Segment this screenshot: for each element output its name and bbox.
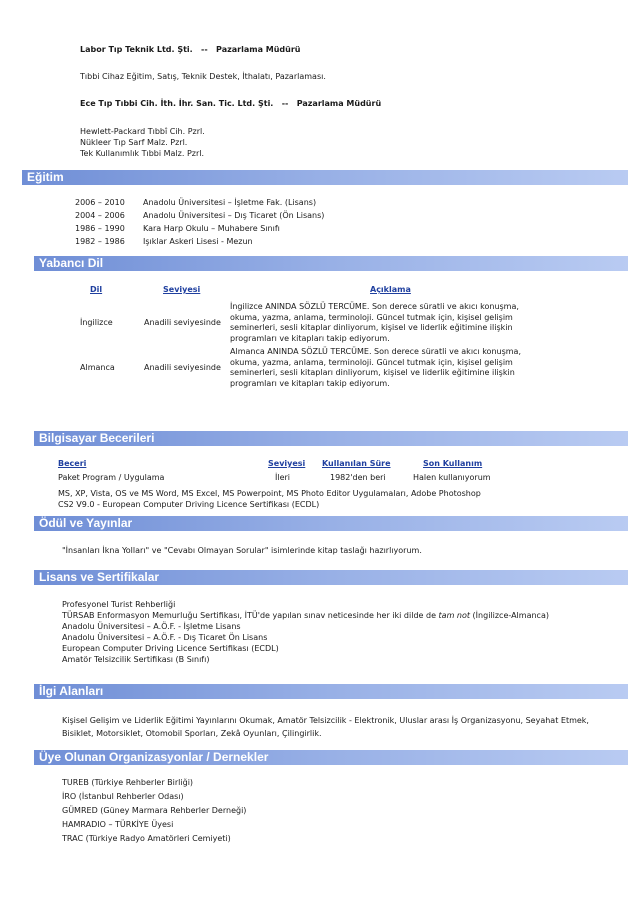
list-item: Amatör Telsizcilik Sertifikası (B Sınıfı) bbox=[62, 655, 210, 664]
list-item: İRO (İstanbul Rehberler Odası) bbox=[62, 792, 184, 801]
interests-text bbox=[62, 714, 589, 740]
education-list bbox=[75, 198, 324, 250]
description-line: Almanca ANINDA SÖZLÜ TERCÜME. Son derece süratli ve akıcı konuşma, bbox=[230, 347, 521, 356]
list-item bbox=[75, 237, 324, 250]
license-text: TÜRSAB Enformasyon Memurluğu Sertifikası, İTÜ'de yapılan sınav neticesinde her iki dilde de bbox=[62, 611, 439, 620]
job-title-2 bbox=[80, 99, 381, 108]
list-item bbox=[75, 224, 324, 237]
list-item: TRAC (Türkiye Radyo Amatörleri Cemiyeti) bbox=[62, 834, 231, 843]
section-header-computer: Bilgisayar Becerileri bbox=[34, 431, 628, 446]
license-emphasis: tam not bbox=[438, 611, 471, 620]
list-item: European Computer Driving Licence Sertifikası (ECDL) bbox=[62, 644, 279, 653]
section-header-licenses: Lisans ve Sertifikalar bbox=[34, 570, 628, 585]
list-item: HAMRADIO – TÜRKİYE Üyesi bbox=[62, 820, 174, 829]
section-header-memberships: Üye Olunan Organizasyonlar / Dernekler bbox=[34, 750, 628, 765]
description-line: okuma, yazma, anlama, terminoloji. Güncel tutmak için, kişisel gelişim bbox=[230, 357, 513, 367]
column-header-used-since: Kullanılan Süre bbox=[322, 459, 391, 468]
role: Pazarlama Müdürü bbox=[296, 99, 382, 108]
column-header-level: Seviyesi bbox=[163, 285, 201, 294]
description-line: seminerleri, sesli kitapları dinliyorum, kişisel ve liderlik eğitimine ilişkin bbox=[230, 368, 515, 377]
language-level: Anadili seviyesinde bbox=[144, 318, 221, 327]
list-item: Tek Kullanımlık Tıbbi Malz. Pzrl. bbox=[80, 149, 205, 158]
language-level: Anadili seviyesinde bbox=[144, 363, 221, 372]
description-line: programları ve kitapları takip ediyorum. bbox=[230, 333, 390, 343]
section-header-education: Eğitim bbox=[22, 170, 628, 185]
detail-line: CS2 V9.0 - European Computer Driving Licence Sertifikası (ECDL) bbox=[58, 500, 320, 509]
section-header-languages: Yabancı Dil bbox=[34, 256, 628, 271]
section-header-interests: İlgi Alanları bbox=[34, 684, 628, 699]
license-text: (İngilizce-Almanca) bbox=[470, 611, 549, 620]
company-name: Labor Tıp Teknik Ltd. Şti. bbox=[80, 45, 193, 54]
education-years: 1986 – 1990 bbox=[75, 224, 125, 233]
description-line: okuma, yazma, anlama, terminoloji. Güncel tutmak için, kişisel gelişim bbox=[230, 312, 513, 322]
skill-level: İleri bbox=[275, 473, 291, 482]
job-duties bbox=[80, 126, 205, 159]
language-description bbox=[230, 347, 540, 389]
company-name: Ece Tıp Tıbbi Cih. İth. İhr. San. Tic. Ltd. Şti. bbox=[80, 99, 274, 108]
column-header-description: Açıklama bbox=[370, 285, 411, 294]
awards-text: "İnsanları İkna Yolları" ve "Cevabı Olmayan Sorular" isimlerinde kitap taslağı hazırlıyorum. bbox=[62, 546, 422, 555]
description-line: İngilizce ANINDA SÖZLÜ TERCÜME. Son derece süratli ve akıcı konuşma, bbox=[230, 302, 519, 311]
column-header-language: Dil bbox=[90, 285, 103, 294]
education-school: Anadolu Üniversitesi – Dış Ticaret (Ön Lisans) bbox=[143, 211, 325, 220]
language-description bbox=[230, 302, 540, 344]
separator: -- bbox=[281, 99, 289, 108]
job-title-1 bbox=[80, 45, 300, 54]
role: Pazarlama Müdürü bbox=[216, 45, 301, 54]
language-name: İngilizce bbox=[80, 318, 113, 327]
list-item: Profesyonel Turist Rehberliği bbox=[62, 600, 176, 609]
education-years: 2004 – 2006 bbox=[75, 211, 125, 220]
membership-list bbox=[62, 778, 246, 848]
separator: -- bbox=[201, 45, 208, 54]
interests-line: Kişisel Gelişim ve Liderlik Eğitimi Yayınlarını Okumak, Amatör Telsizcilik - Elektronik, Uluslar arası İş Organizasyonu, Seyahat Etmek, bbox=[62, 716, 589, 725]
education-school: Kara Harp Okulu – Muhabere Sınıfı bbox=[143, 224, 280, 233]
list-item: GÜMRED (Güney Marmara Rehberler Derneği) bbox=[62, 806, 247, 815]
license-list bbox=[62, 599, 549, 665]
education-years: 1982 – 1986 bbox=[75, 237, 125, 246]
skill-last-used: Halen kullanıyorum bbox=[413, 473, 491, 482]
education-school: Anadolu Üniversitesi – İşletme Fak. (Lisans) bbox=[143, 198, 317, 207]
section-header-awards: Ödül ve Yayınlar bbox=[34, 516, 628, 531]
interests-line: Bisiklet, Motorsiklet, Otomobil Sporları, Zekâ Oyunları, Çilingirlik. bbox=[62, 729, 322, 738]
column-header-level: Seviyesi bbox=[268, 459, 306, 468]
skill-used-since: 1982'den beri bbox=[330, 473, 386, 482]
column-header-last-used: Son Kullanım bbox=[423, 459, 483, 468]
description-line: programları ve kitapları takip ediyorum. bbox=[230, 378, 390, 388]
list-item bbox=[62, 610, 549, 621]
skill-name: Paket Program / Uygulama bbox=[58, 473, 165, 482]
list-item bbox=[75, 198, 324, 211]
description-line: seminerleri, sesli kitaplar dinliyorum, kişisel ve liderlik eğitimine ilişkin bbox=[230, 323, 513, 332]
list-item: Hewlett-Packard Tıbbî Cih. Pzrl. bbox=[80, 127, 205, 136]
skill-details bbox=[58, 488, 481, 510]
education-years: 2006 – 2010 bbox=[75, 198, 125, 207]
language-name: Almanca bbox=[80, 363, 115, 372]
list-item bbox=[75, 211, 324, 224]
education-school: Işıklar Askeri Lisesi - Mezun bbox=[143, 237, 253, 246]
list-item: Nükleer Tıp Sarf Malz. Pzrl. bbox=[80, 138, 188, 147]
job-description: Tıbbi Cihaz Eğitim, Satış, Teknik Destek, İthalatı, Pazarlaması. bbox=[80, 72, 326, 81]
list-item: TUREB (Türkiye Rehberler Birliği) bbox=[62, 778, 194, 787]
list-item: Anadolu Üniversitesi – A.Ö.F. - Dış Ticaret Ön Lisans bbox=[62, 633, 268, 642]
column-header-skill: Beceri bbox=[58, 459, 87, 468]
list-item: Anadolu Üniversitesi – A.Ö.F. - İşletme Lisans bbox=[62, 622, 241, 631]
detail-line: MS, XP, Vista, OS ve MS Word, MS Excel, MS Powerpoint, MS Photo Editor Uygulamaları, Adobe Photoshop bbox=[58, 489, 481, 498]
